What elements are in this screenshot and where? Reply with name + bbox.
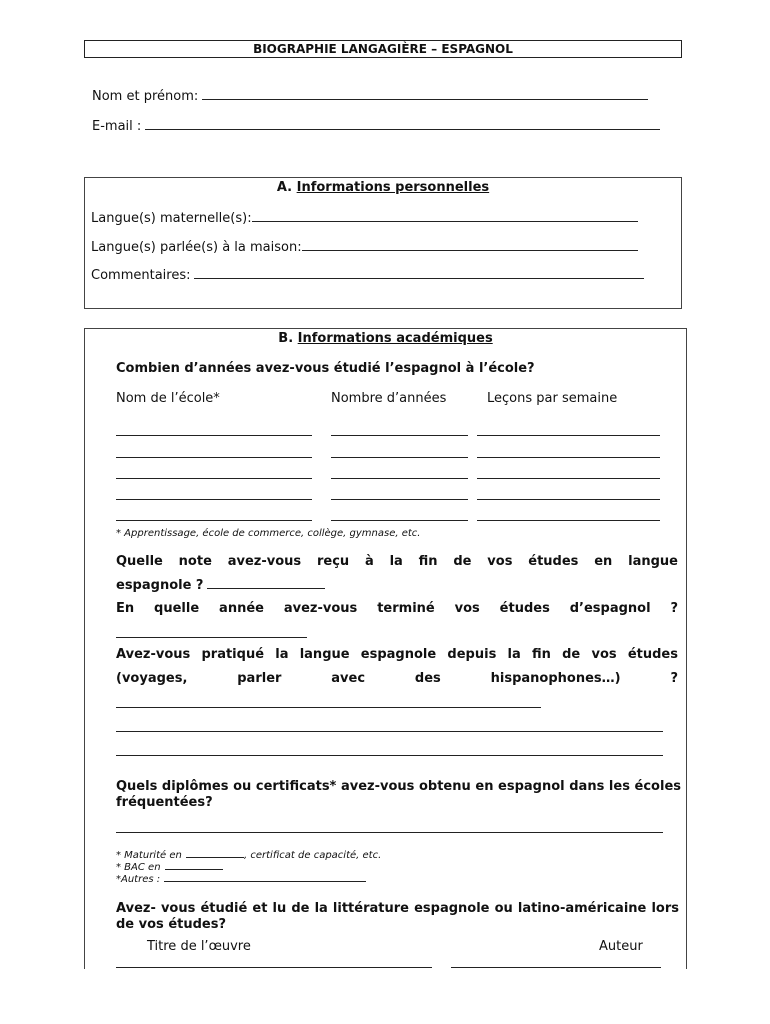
- mother-tongue-label: Langue(s) maternelle(s):: [91, 211, 252, 226]
- table-row-school-field[interactable]: [116, 520, 312, 521]
- name-row: [92, 88, 648, 104]
- note-autres: [116, 872, 366, 885]
- lit-col-author: Auteur: [599, 939, 643, 954]
- literature-work-field[interactable]: [116, 967, 432, 968]
- col-header-school: Nom de l’école*: [116, 391, 220, 406]
- table-row-lessons-field[interactable]: [477, 478, 660, 479]
- table-row-lessons-field[interactable]: [477, 435, 660, 436]
- table-row-years-field[interactable]: [331, 499, 468, 500]
- table-row-years-field[interactable]: [331, 520, 468, 521]
- table-row-lessons-field[interactable]: [477, 457, 660, 458]
- comments-row: [91, 267, 644, 283]
- home-language-field[interactable]: [302, 239, 638, 251]
- question-literature: Avez- vous étudié et lu de la littérature espagnole ou latino-américaine lors de vos études?: [116, 901, 679, 932]
- email-label: E-mail :: [92, 119, 142, 134]
- note-autres-label: *Autres :: [116, 874, 161, 885]
- school-footnote: * Apprentissage, école de commerce, collège, gymnase, etc.: [116, 528, 421, 539]
- document-title: BIOGRAPHIE LANGAGIÈRE – ESPAGNOL: [84, 40, 682, 58]
- bac-field[interactable]: [165, 860, 223, 870]
- table-row-lessons-field[interactable]: [477, 499, 660, 500]
- email-row: [92, 118, 660, 134]
- table-row-years-field[interactable]: [331, 435, 468, 436]
- section-b-title: Informations académiques: [297, 331, 493, 346]
- section-a-letter: A.: [276, 180, 293, 195]
- table-row-school-field[interactable]: [116, 457, 312, 458]
- question-grade-cont: [116, 577, 325, 593]
- mother-tongue-row: [91, 210, 638, 226]
- table-row-school-field[interactable]: [116, 478, 312, 479]
- table-row-school-field[interactable]: [116, 499, 312, 500]
- comments-label: Commentaires:: [91, 268, 191, 283]
- year-finished-field[interactable]: [116, 637, 307, 638]
- section-b-heading: [85, 331, 686, 346]
- question-grade-tail: espagnole ?: [116, 578, 204, 593]
- mother-tongue-field[interactable]: [252, 210, 638, 222]
- section-b-letter: B.: [278, 331, 294, 346]
- section-a-heading: [85, 180, 681, 195]
- home-language-row: [91, 239, 638, 255]
- practice-field[interactable]: [116, 707, 541, 708]
- name-label: Nom et prénom:: [92, 89, 199, 104]
- practice-field[interactable]: [116, 755, 663, 756]
- table-row-years-field[interactable]: [331, 457, 468, 458]
- lit-col-work: Titre de l’œuvre: [147, 939, 251, 954]
- section-academic-info: [84, 328, 687, 969]
- practice-field[interactable]: [116, 731, 663, 732]
- maturite-field[interactable]: [186, 848, 244, 858]
- table-row-lessons-field[interactable]: [477, 520, 660, 521]
- note-maturite-label: * Maturité en: [116, 850, 182, 861]
- autres-field[interactable]: [164, 872, 366, 882]
- question-grade: Quelle note avez-vous reçu à la fin de vos études en langue: [116, 554, 678, 569]
- home-language-label: Langue(s) parlée(s) à la maison:: [91, 240, 302, 255]
- question-year-finished: En quelle année avez-vous terminé vos études d’espagnol ?: [116, 601, 678, 616]
- email-field[interactable]: [145, 118, 660, 130]
- note-bac-label: * BAC en: [116, 862, 161, 873]
- literature-author-field[interactable]: [451, 967, 661, 968]
- question-practice: Avez-vous pratiqué la langue espagnole depuis la fin de vos études: [116, 647, 678, 662]
- question-diplomas: Quels diplômes ou certificats* avez-vous obtenu en espagnol dans les écoles fréquentées?: [116, 779, 681, 810]
- note-maturite-suffix: , certificat de capacité, etc.: [244, 850, 382, 861]
- section-personal-info: [84, 177, 682, 309]
- grade-field[interactable]: [207, 577, 325, 589]
- diplomas-field[interactable]: [116, 832, 663, 833]
- question-years: Combien d’années avez-vous étudié l’espagnol à l’école?: [116, 361, 535, 376]
- table-row-years-field[interactable]: [331, 478, 468, 479]
- name-field[interactable]: [202, 88, 648, 100]
- col-header-lessons: Leçons par semaine: [487, 391, 618, 406]
- question-practice-cont: (voyages, parler avec des hispanophones…) ?: [116, 671, 678, 686]
- col-header-years: Nombre d’années: [331, 391, 447, 406]
- comments-field[interactable]: [194, 267, 644, 279]
- table-row-school-field[interactable]: [116, 435, 312, 436]
- section-a-title: Informations personnelles: [296, 180, 490, 195]
